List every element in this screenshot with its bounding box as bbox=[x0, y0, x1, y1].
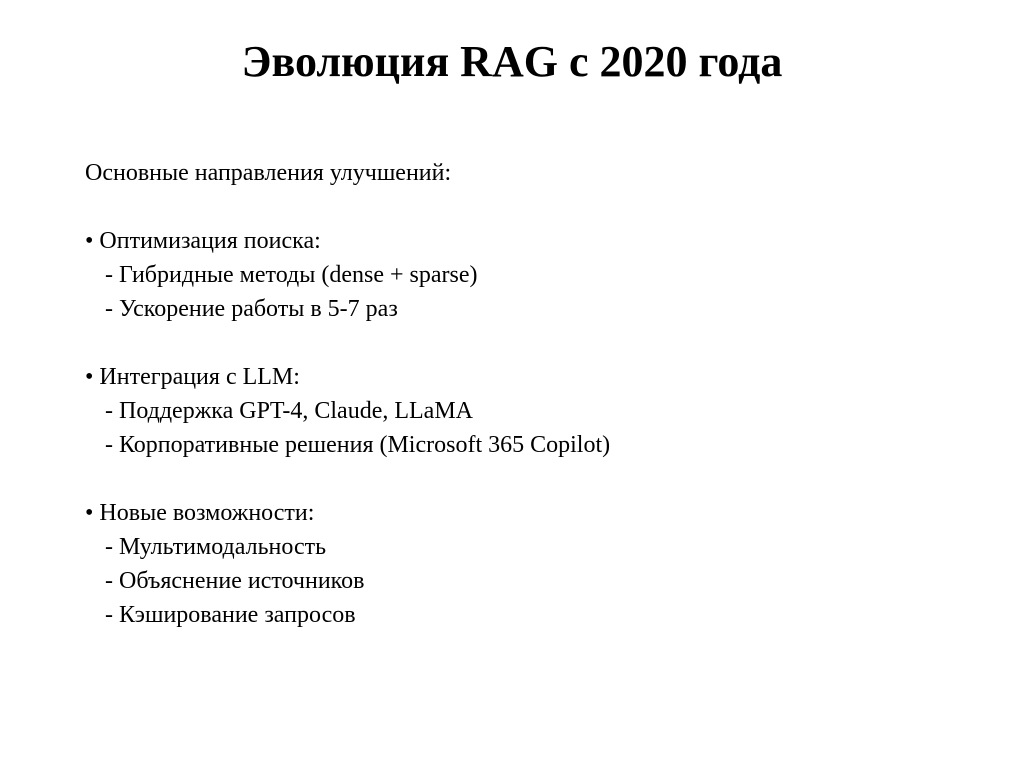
list-item: - Гибридные методы (dense + sparse) bbox=[105, 262, 478, 288]
list-item: - Поддержка GPT-4, Claude, LLaMA bbox=[105, 398, 473, 424]
slide-body bbox=[85, 156, 985, 632]
section-heading-features: • Новые возможности: bbox=[85, 500, 315, 526]
spacer bbox=[85, 190, 985, 224]
list-item: - Ускорение работы в 5-7 раз bbox=[105, 296, 398, 322]
list-item: - Корпоративные решения (Microsoft 365 Copilot) bbox=[105, 432, 611, 458]
section-heading-search: • Оптимизация поиска: bbox=[85, 228, 321, 254]
spacer bbox=[85, 462, 985, 496]
intro-text: Основные направления улучшений: bbox=[85, 160, 452, 186]
list-item: - Кэширование запросов bbox=[105, 602, 356, 628]
section-heading-llm: • Интеграция с LLM: bbox=[85, 364, 300, 390]
list-item: - Мультимодальность bbox=[105, 534, 327, 560]
spacer bbox=[85, 326, 985, 360]
list-item: - Объяснение источников bbox=[105, 568, 365, 594]
slide-title: Эволюция RAG с 2020 года bbox=[241, 37, 783, 86]
